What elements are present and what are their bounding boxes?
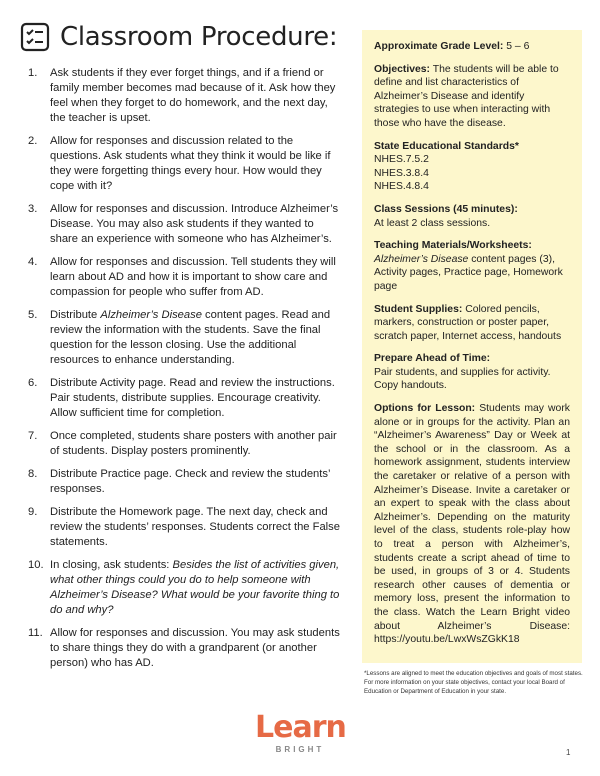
step-number: 5. <box>28 309 38 321</box>
procedure-step <box>28 376 342 421</box>
procedure-step <box>28 134 342 194</box>
student-supplies <box>374 303 570 344</box>
objectives <box>374 63 570 131</box>
teaching-materials <box>374 239 570 293</box>
checklist-icon <box>20 22 50 52</box>
step-number: 1. <box>28 67 38 79</box>
page-title: Classroom Procedure: <box>60 22 338 52</box>
standard-item: NHES.4.8.4 <box>374 181 429 193</box>
procedure-step <box>28 505 342 550</box>
procedure-step <box>28 558 342 618</box>
student-supplies-text: Colored pencils, markers, construction or poster paper, scratch paper, Internet access, handouts <box>374 303 562 342</box>
step-number: 10. <box>28 559 44 571</box>
step-number: 11. <box>28 627 43 639</box>
step-number: 7. <box>28 430 38 442</box>
learn-bright-logo <box>255 710 346 754</box>
step-number: 8. <box>28 468 38 480</box>
step-text: Once completed, students share posters with another pair of students. Display posters prominently. <box>50 430 337 457</box>
step-number: 2. <box>28 135 38 147</box>
step-number: 3. <box>28 203 38 215</box>
standards <box>374 140 570 194</box>
step-text: In closing, ask students: Besides the list of activities given, what other things could you do to help someone with Alzheimer’s Disease? What would be your favorite thing to do and why? <box>50 559 340 616</box>
standard-item: NHES.3.8.4 <box>374 167 429 179</box>
class-sessions <box>374 203 570 230</box>
procedure-step <box>28 429 342 459</box>
procedure-list <box>28 66 342 679</box>
step-text: Allow for responses and discussion. Introduce Alzheimer’s Disease. You may also ask students if they wanted to share an experience with someone who has Alzheimer’s. <box>50 203 339 245</box>
page-header <box>20 22 337 52</box>
objectives-text: The students will be able to define and list characteristics of Alzheimer’s Disease and identify strategies to use when interacting with those who have the disease. <box>374 63 559 129</box>
teaching-materials-label: Teaching Materials/Worksheets: <box>374 240 532 252</box>
procedure-step <box>28 255 342 300</box>
standards-label: State Educational Standards* <box>374 140 519 152</box>
objectives-label: Objectives: <box>374 63 431 75</box>
class-sessions-text: At least 2 class sessions. <box>374 217 491 229</box>
procedure-step <box>28 626 342 671</box>
step-text: Distribute the Homework page. The next day, check and review the students’ responses. Students correct the False statements. <box>50 506 340 548</box>
lesson-options-label: Options for Lesson: <box>374 403 476 415</box>
standard-item: NHES.7.5.2 <box>374 154 429 166</box>
step-text: Distribute Practice page. Check and review the students’ responses. <box>50 468 331 495</box>
class-sessions-label: Class Sessions (45 minutes): <box>374 203 518 215</box>
step-text: Allow for responses and discussion related to the questions. Ask students what they think it would be like if they were forgetting things every hour. How would they cope with it? <box>50 135 331 192</box>
grade-level-value: 5 – 6 <box>506 41 530 52</box>
page-number: 1 <box>566 748 571 757</box>
step-text: Allow for responses and discussion. Tell students they will learn about AD and how it is important to show care and compassion for people who suffer from AD. <box>50 256 336 298</box>
prepare-ahead <box>374 352 570 393</box>
grade-level-label: Approximate Grade Level: <box>374 41 504 52</box>
step-number: 6. <box>28 377 38 389</box>
procedure-step <box>28 202 342 247</box>
step-number: 9. <box>28 506 38 518</box>
step-text: Distribute Activity page. Read and review the instructions. Pair students, distribute supplies. Encourage creativity. Allow sufficient time for completion. <box>50 377 335 419</box>
lesson-options <box>374 402 570 647</box>
step-text: Ask students if they ever forget things, and if a friend or family member becomes mad because of it. Ask how they feel when they forget to do homework, and the next day, the teacher is upset. <box>50 67 336 124</box>
teaching-materials-text: Alzheimer’s Disease content pages (3), Activity pages, Practice page, Homework page <box>374 253 563 292</box>
procedure-step <box>28 66 342 126</box>
step-text: Distribute Alzheimer’s Disease content pages. Read and review the information with the students. Save the final question for the lesson closing. Use the additional resources to enhance understanding. <box>50 309 331 366</box>
logo-subtitle: BRIGHT <box>275 745 325 754</box>
lesson-options-text: Students may work alone or in groups for the activity. Plan an “Alzheimer’s Awareness” Day or Week at the school or in the classroom. As a homework assignment, students interview the caretaker or relative of a person with Alzheimer’s Disease. Invite a caretaker or an expert to speak with the class about Alzheimer’s. Depending on the maturity level of the class, students role-play how to treat a person with Alzheimer’s, students create a script ahead of time to be used, in groups of 3 or 4. Students research other causes of dementia or memory loss, present the information to the class. Watch the Learn Bright video about Alzheimer’s Disease: https://youtu.be/LwxWsZGkK18 <box>374 403 570 646</box>
prepare-ahead-label: Prepare Ahead of Time: <box>374 353 491 365</box>
standards-footnote: *Lessons are aligned to meet the education objectives and goals of most states. For more information on your state objectives, contact your local Board of Education or Department of Education in your state. <box>364 670 583 695</box>
procedure-step <box>28 308 342 368</box>
grade-level <box>374 40 570 54</box>
step-text: Allow for responses and discussion. You may ask students to share things they do with a grandparent (or another person) who has AD. <box>50 627 340 669</box>
procedure-step <box>28 467 342 497</box>
prepare-ahead-text: Pair students, and supplies for activity. Copy handouts. <box>374 366 551 392</box>
lesson-info-panel <box>362 30 582 663</box>
logo-word: Learn <box>255 710 346 745</box>
student-supplies-label: Student Supplies: <box>374 303 463 315</box>
step-number: 4. <box>28 256 38 268</box>
